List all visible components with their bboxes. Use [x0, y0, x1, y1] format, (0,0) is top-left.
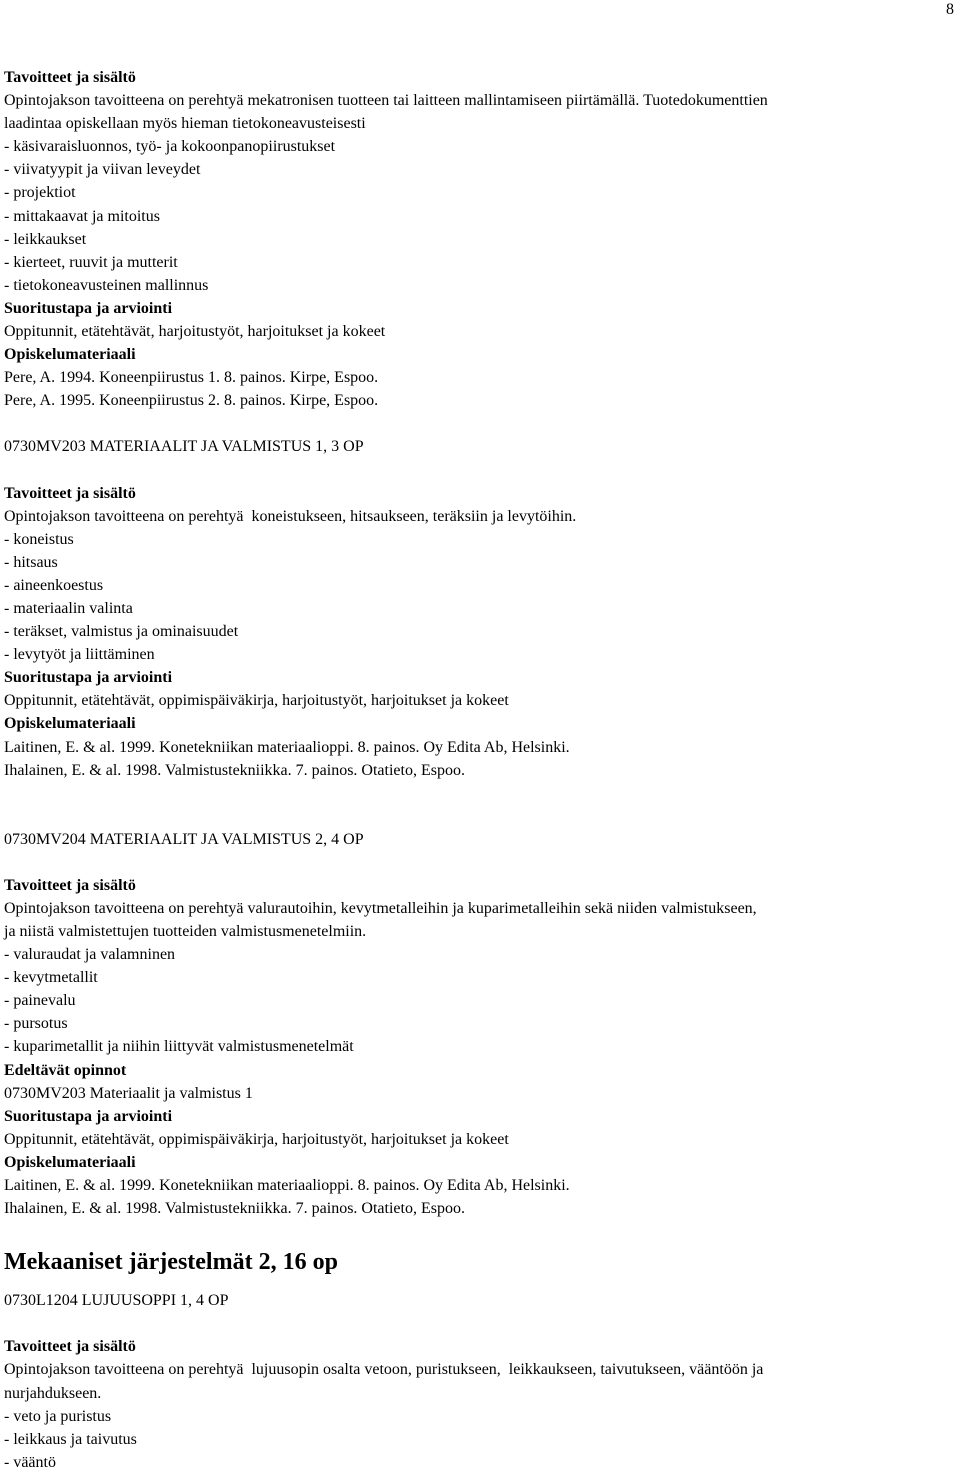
intro-line: ja niistä valmistettujen tuotteiden valmistusmenetelmiin. [4, 923, 367, 940]
list-item: - käsivaraisluonnos, työ- ja kokoonpanopiirustukset [4, 138, 336, 156]
heading-goals: Tavoitteet ja sisältö [4, 1338, 136, 1356]
assessment-text: Oppitunnit, etätehtävät, oppimispäiväkirja, harjoitustyöt, harjoitukset ja kokeet [4, 692, 509, 710]
assessment-text: Oppitunnit, etätehtävät, harjoitustyöt, harjoitukset ja kokeet [4, 323, 386, 341]
spacer [4, 1312, 956, 1335]
list-item: - koneistus [4, 530, 74, 548]
list-item: - vääntö [4, 1453, 56, 1471]
list-item: - veto ja puristus [4, 1407, 112, 1425]
spacer [4, 782, 956, 828]
list-item: - levytyöt ja liittäminen [4, 646, 155, 664]
intro-line: Opintojakson tavoitteena on perehtyä valurautoihin, kevytmetalleihin ja kuparimetalleihin sekä niiden valmistukseen, [4, 899, 757, 917]
heading-assessment: Suoritustapa ja arviointi [4, 299, 173, 317]
assessment-text: Oppitunnit, etätehtävät, oppimispäiväkirja, harjoitustyöt, harjoitukset ja kokeet [4, 1130, 509, 1148]
intro-line: Opintojakson tavoitteena on perehtyä lujuusopin osalta vetoon, puristukseen, leikkaukseen, taivutukseen, vääntöön ja [4, 1361, 764, 1379]
spacer [4, 851, 956, 874]
list-item: - hitsaus [4, 553, 58, 571]
material-item: Ihalainen, E. & al. 1998. Valmistustekniikka. 7. painos. Otatieto, Espoo. [4, 1200, 465, 1218]
material-item: Laitinen, E. & al. 1999. Konetekniikan materiaalioppi. 8. painos. Oy Edita Ab, Helsinki. [4, 738, 570, 756]
list-item: - leikkaus ja taivutus [4, 1430, 137, 1448]
top-margin [4, 0, 956, 66]
course-title: 0730MV203 MATERIAALIT JA VALMISTUS 1, 3 OP [4, 438, 364, 456]
course-title: 0730L1204 LUJUUSOPPI 1, 4 OP [4, 1292, 229, 1310]
heading-assessment: Suoritustapa ja arviointi [4, 1107, 173, 1125]
list-item: - kuparimetallit ja niihin liittyvät valmistusmenetelmät [4, 1038, 354, 1056]
material-item: Ihalainen, E. & al. 1998. Valmistustekniikka. 7. painos. Otatieto, Espoo. [4, 761, 465, 779]
list-item: - projektiot [4, 184, 76, 202]
document-page [4, 0, 956, 1474]
spacer [4, 459, 956, 482]
list-item: - teräkset, valmistus ja ominaisuudet [4, 623, 239, 641]
heading-material: Opiskelumateriaali [4, 715, 136, 733]
heading-goals: Tavoitteet ja sisältö [4, 69, 136, 86]
material-item: Laitinen, E. & al. 1999. Konetekniikan materiaalioppi. 8. painos. Oy Edita Ab, Helsinki. [4, 1177, 570, 1195]
heading-prereq: Edeltävät opinnot [4, 1061, 127, 1079]
page-number: 8 [946, 1, 954, 18]
list-item: - viivatyypit ja viivan leveydet [4, 161, 201, 179]
list-item: - kevytmetallit [4, 969, 98, 987]
prereq-text: 0730MV203 Materiaalit ja valmistus 1 [4, 1084, 253, 1102]
list-item: - mittakaavat ja mitoitus [4, 207, 160, 225]
course-title: 0730MV204 MATERIAALIT JA VALMISTUS 2, 4 OP [4, 830, 364, 848]
list-item: - pursotus [4, 1015, 68, 1033]
list-item: - painevalu [4, 992, 76, 1010]
list-item: - valuraudat ja valamninen [4, 946, 176, 964]
list-item: - aineenkoestus [4, 576, 104, 594]
material-item: Pere, A. 1995. Koneenpiirustus 2. 8. painos. Kirpe, Espoo. [4, 392, 379, 410]
intro-line: nurjahdukseen. [4, 1384, 102, 1402]
list-item: - kierteet, ruuvit ja mutterit [4, 253, 178, 271]
spacer [4, 1220, 956, 1247]
heading-goals: Tavoitteet ja sisältö [4, 484, 136, 502]
intro-line: Opintojakson tavoitteena on perehtyä mekatronisen tuotteen tai laitteen mallintamiseen piirtämällä. Tuotedokumenttien [4, 92, 768, 110]
section-title: Mekaaniset järjestelmät 2, 16 op [4, 1249, 338, 1276]
spacer [4, 412, 956, 435]
list-item: - tietokoneavusteinen mallinnus [4, 276, 209, 294]
spacer [4, 1277, 956, 1289]
heading-material: Opiskelumateriaali [4, 1153, 136, 1171]
intro-line: Opintojakson tavoitteena on perehtyä koneistukseen, hitsaukseen, teräksiin ja levytöihin. [4, 507, 577, 525]
heading-material: Opiskelumateriaali [4, 346, 136, 364]
heading-goals: Tavoitteet ja sisältö [4, 876, 136, 894]
list-item: - materiaalin valinta [4, 599, 133, 617]
intro-line: laadintaa opiskellaan myös hieman tietokoneavusteisesti [4, 115, 366, 133]
list-item: - leikkaukset [4, 230, 87, 248]
material-item: Pere, A. 1994. Koneenpiirustus 1. 8. painos. Kirpe, Espoo. [4, 369, 379, 387]
heading-assessment: Suoritustapa ja arviointi [4, 669, 173, 687]
